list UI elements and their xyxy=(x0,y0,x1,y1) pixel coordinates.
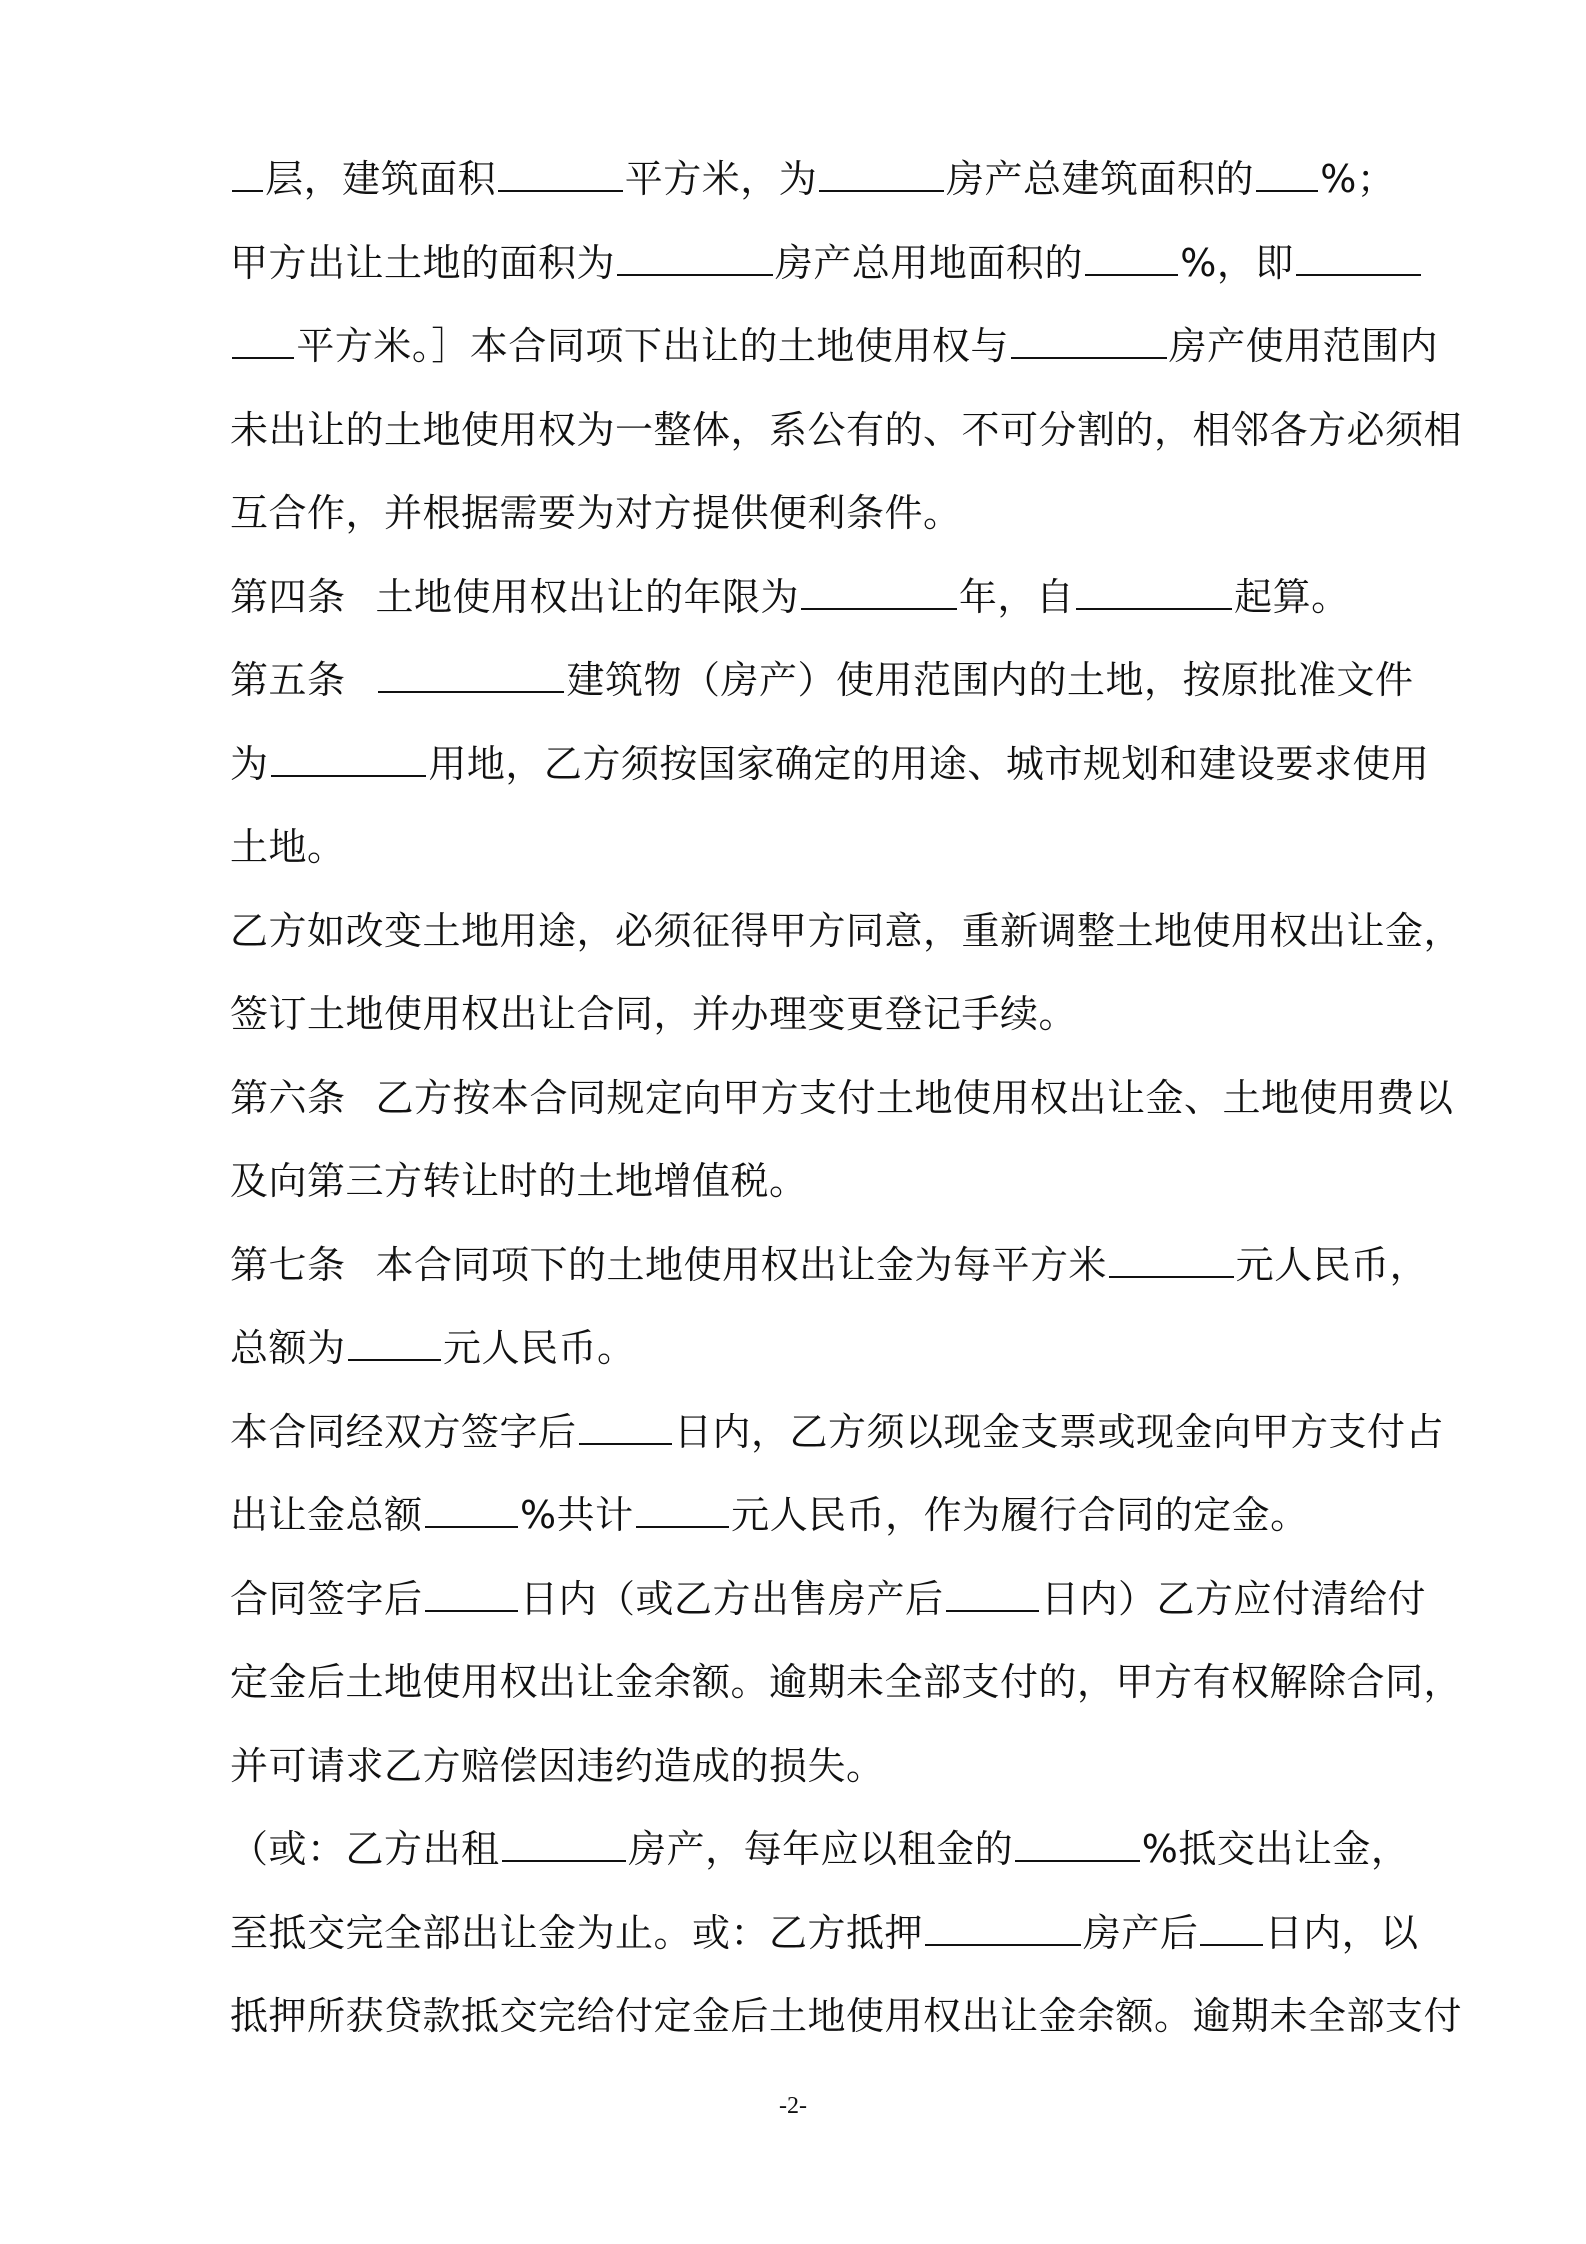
text-line xyxy=(230,1307,1450,1391)
text-run: 第六条 xyxy=(230,1075,346,1120)
text-run: 本合同经双方签字后 xyxy=(230,1409,577,1454)
fill-in-blank xyxy=(232,152,263,192)
text-run: 抵押所获贷款抵交完给付定金后土地使用权出让金余额。逾期未全部支付 xyxy=(230,1994,1463,2038)
fill-in-blank xyxy=(1011,319,1167,359)
text-line xyxy=(230,1224,1450,1308)
fill-in-blank xyxy=(925,1906,1081,1946)
text-run: 至抵交完全部出让金为止。或：乙方抵押 xyxy=(230,1910,924,1955)
text-run: 房产，每年应以租金的 xyxy=(628,1827,1014,1871)
fill-in-blank xyxy=(425,1488,518,1528)
text-run: 元人民币， xyxy=(1235,1242,1429,1287)
text-line xyxy=(230,305,1450,389)
fill-in-blank xyxy=(1256,152,1318,192)
fill-in-blank xyxy=(801,570,957,610)
fill-in-blank xyxy=(502,1822,627,1862)
text-line xyxy=(230,389,1463,473)
text-run: 为 xyxy=(230,741,269,786)
text-line xyxy=(230,1140,1450,1224)
text-run: 日内（或乙方出售房产后 xyxy=(519,1576,944,1621)
text-run: 及向第三方转让时的土地增值税。 xyxy=(230,1159,808,1203)
text-line xyxy=(230,222,1450,306)
text-run: 签订土地使用权出让合同，并办理变更登记手续。 xyxy=(230,992,1078,1036)
text-run: %共计 xyxy=(519,1493,634,1537)
text-run: 出让金总额 xyxy=(230,1493,423,1537)
text-run: 总额为 xyxy=(230,1326,346,1370)
text-run: 乙方如改变土地用途，必须征得甲方同意，重新调整土地使用权出让金， xyxy=(230,908,1463,953)
text-line xyxy=(230,1641,1463,1725)
fill-in-blank xyxy=(1015,1822,1140,1862)
text-run: %； xyxy=(1320,157,1396,201)
text-run: 日内，以 xyxy=(1264,1910,1419,1955)
fill-in-blank xyxy=(1200,1906,1262,1946)
fill-in-blank xyxy=(1296,236,1421,276)
text-line xyxy=(230,1391,1450,1475)
text-line xyxy=(230,1975,1463,2059)
text-line xyxy=(230,806,1450,890)
fill-in-blank xyxy=(498,152,623,192)
text-line xyxy=(230,723,1450,807)
text-run: 房产总建筑面积的 xyxy=(945,157,1254,201)
fill-in-blank xyxy=(617,236,773,276)
text-line xyxy=(230,1892,1450,1976)
text-run: 用地，乙方须按国家确定的用途、城市规划和建设要求使用 xyxy=(428,741,1430,786)
fill-in-blank xyxy=(271,737,427,777)
text-line xyxy=(230,138,1450,222)
text-run: 建筑物（房产）使用范围内的土地，按原批准文件 xyxy=(566,658,1414,702)
text-run: 甲方出让土地的面积为 xyxy=(230,240,616,285)
text-run: 合同签字后 xyxy=(230,1576,423,1621)
text-line xyxy=(230,1725,1450,1809)
text-run: 日内）乙方应付清给付 xyxy=(1040,1576,1426,1621)
text-run: 平方米，为 xyxy=(624,157,818,201)
fill-in-blank xyxy=(819,152,944,192)
text-line xyxy=(230,472,1450,556)
fill-in-blank xyxy=(1109,1238,1234,1278)
text-run: 互合作，并根据需要为对方提供便利条件。 xyxy=(230,491,962,535)
text-run: 房产后 xyxy=(1082,1910,1199,1955)
text-run: 房产使用范围内 xyxy=(1168,324,1439,368)
fill-in-blank xyxy=(1085,236,1178,276)
text-run: 元人民币，作为履行合同的定金。 xyxy=(731,1493,1309,1537)
text-line xyxy=(230,1808,1450,1892)
fill-in-blank xyxy=(425,1572,518,1612)
text-run: 第五条 xyxy=(230,658,346,702)
fill-in-blank xyxy=(1076,570,1232,610)
fill-in-blank xyxy=(378,653,565,693)
fill-in-blank xyxy=(636,1488,729,1528)
text-run: 土地使用权出让的年限为 xyxy=(375,574,800,619)
text-line xyxy=(230,1474,1450,1558)
document-body xyxy=(230,138,1463,2059)
text-run: 层，建筑面积 xyxy=(265,157,497,201)
text-run: 起算。 xyxy=(1234,574,1350,619)
fill-in-blank xyxy=(232,319,294,359)
text-run: 第四条 xyxy=(230,574,346,619)
text-run: （或：乙方出租 xyxy=(230,1827,500,1871)
text-run: 定金后土地使用权出让金余额。逾期未全部支付的，甲方有权解除合同， xyxy=(230,1660,1463,1704)
text-run: 第七条 xyxy=(230,1242,346,1287)
text-run: 平方米。］本合同项下出让的土地使用权与 xyxy=(296,324,1009,368)
text-line xyxy=(230,1057,1454,1141)
fill-in-blank xyxy=(579,1405,672,1445)
text-run: 乙方按本合同规定向甲方支付土地使用权出让金、土地使用费以 xyxy=(375,1075,1454,1120)
fill-in-blank xyxy=(348,1321,441,1361)
text-run: %抵交出让金， xyxy=(1141,1827,1410,1871)
text-run: 元人民币。 xyxy=(442,1326,636,1370)
text-line xyxy=(230,639,1450,723)
text-run: %，即 xyxy=(1180,240,1294,285)
text-run: 日内，乙方须以现金支票或现金向甲方支付占 xyxy=(673,1409,1444,1454)
text-line xyxy=(230,556,1450,640)
text-line xyxy=(230,1558,1450,1642)
text-run: 土地。 xyxy=(230,825,346,869)
text-run: 本合同项下的土地使用权出让金为每平方米 xyxy=(375,1242,1108,1287)
text-run: 未出让的土地使用权为一整体，系公有的、不可分割的，相邻各方必须相 xyxy=(230,407,1463,452)
text-run: 年，自 xyxy=(958,574,1075,619)
text-run: 并可请求乙方赔偿因违约造成的损失。 xyxy=(230,1743,885,1788)
page-number: -2- xyxy=(779,2093,807,2119)
text-run: 房产总用地面积的 xyxy=(774,240,1083,285)
text-line xyxy=(230,973,1450,1057)
text-line xyxy=(230,890,1463,974)
fill-in-blank xyxy=(946,1572,1039,1612)
